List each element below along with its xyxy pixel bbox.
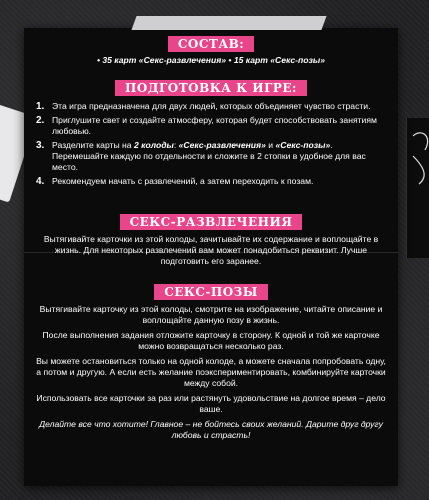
composition-line: • 35 карт «Секс-развлечения» • 15 карт «Секс-позы»	[96, 55, 326, 65]
poses-paragraph-2: После выполнения задания отложите карточку в сторону. К одной и той же карточке можно возвращаться несколько раз.	[42, 330, 380, 351]
sheet-top-edge	[131, 16, 326, 30]
card-corner-right	[406, 118, 429, 258]
composition-section	[24, 36, 398, 66]
heart-outline-icon	[409, 126, 429, 186]
step-2: 2. Приглушите свет и создайте атмосферу, которая будет способствовать занятиям любовью.	[36, 115, 377, 136]
preparation-section	[24, 80, 398, 190]
poses-paragraph-3: Вы можете остановиться только на одной колоде, а можете сначала попробовать одну, а потом и другую. А если есть желание поэкспериментировать, комбинируйте карточки между собой.	[36, 356, 386, 388]
fun-text: Вытягивайте карточки из этой колоды, зачитывайте их содержание и воплощайте в жизнь. Для некоторых развлечений вам может понадобиться реквизит. Лучше подготовить его заранее.	[43, 234, 379, 266]
composition-heading: СОСТАВ:	[168, 36, 254, 52]
poses-paragraph-4: Использовать все карточки за раз или растянуть удовольствие на долгое время – дело ваше.	[36, 393, 386, 414]
step-4: 4. Рекомендуем начать с развлечений, а затем переходить к позам.	[36, 176, 314, 187]
poses-paragraph-1: Вытягивайте карточку из этой колоды, смотрите на изображение, читайте описание и воплощайте данную позу в жизнь.	[39, 304, 383, 325]
fun-heading: СЕКС-РАЗВЛЕЧЕНИЯ	[120, 214, 303, 230]
step-3: 3. Разделите карты на 2 колоды: «Секс-развлечения» и «Секс-позы». Перемешайте каждую по отдельности и сложите в 2 стопки в удобное для вас место.	[36, 140, 366, 172]
preparation-steps	[24, 101, 398, 187]
poses-heading: СЕКС-ПОЗЫ	[154, 284, 268, 300]
instruction-sheet	[24, 28, 398, 486]
step-1: 1. Эта игра предназначена для двух людей, которых объединяет чувство страсти.	[36, 101, 371, 112]
poses-closing: Делайте все что хотите! Главное – не бойтесь своих желаний. Дарите друг другу любовь и страсть!	[39, 419, 383, 440]
poses-section	[24, 284, 398, 445]
preparation-heading: ПОДГОТОВКА К ИГРЕ:	[115, 80, 307, 96]
fun-section	[24, 214, 398, 271]
